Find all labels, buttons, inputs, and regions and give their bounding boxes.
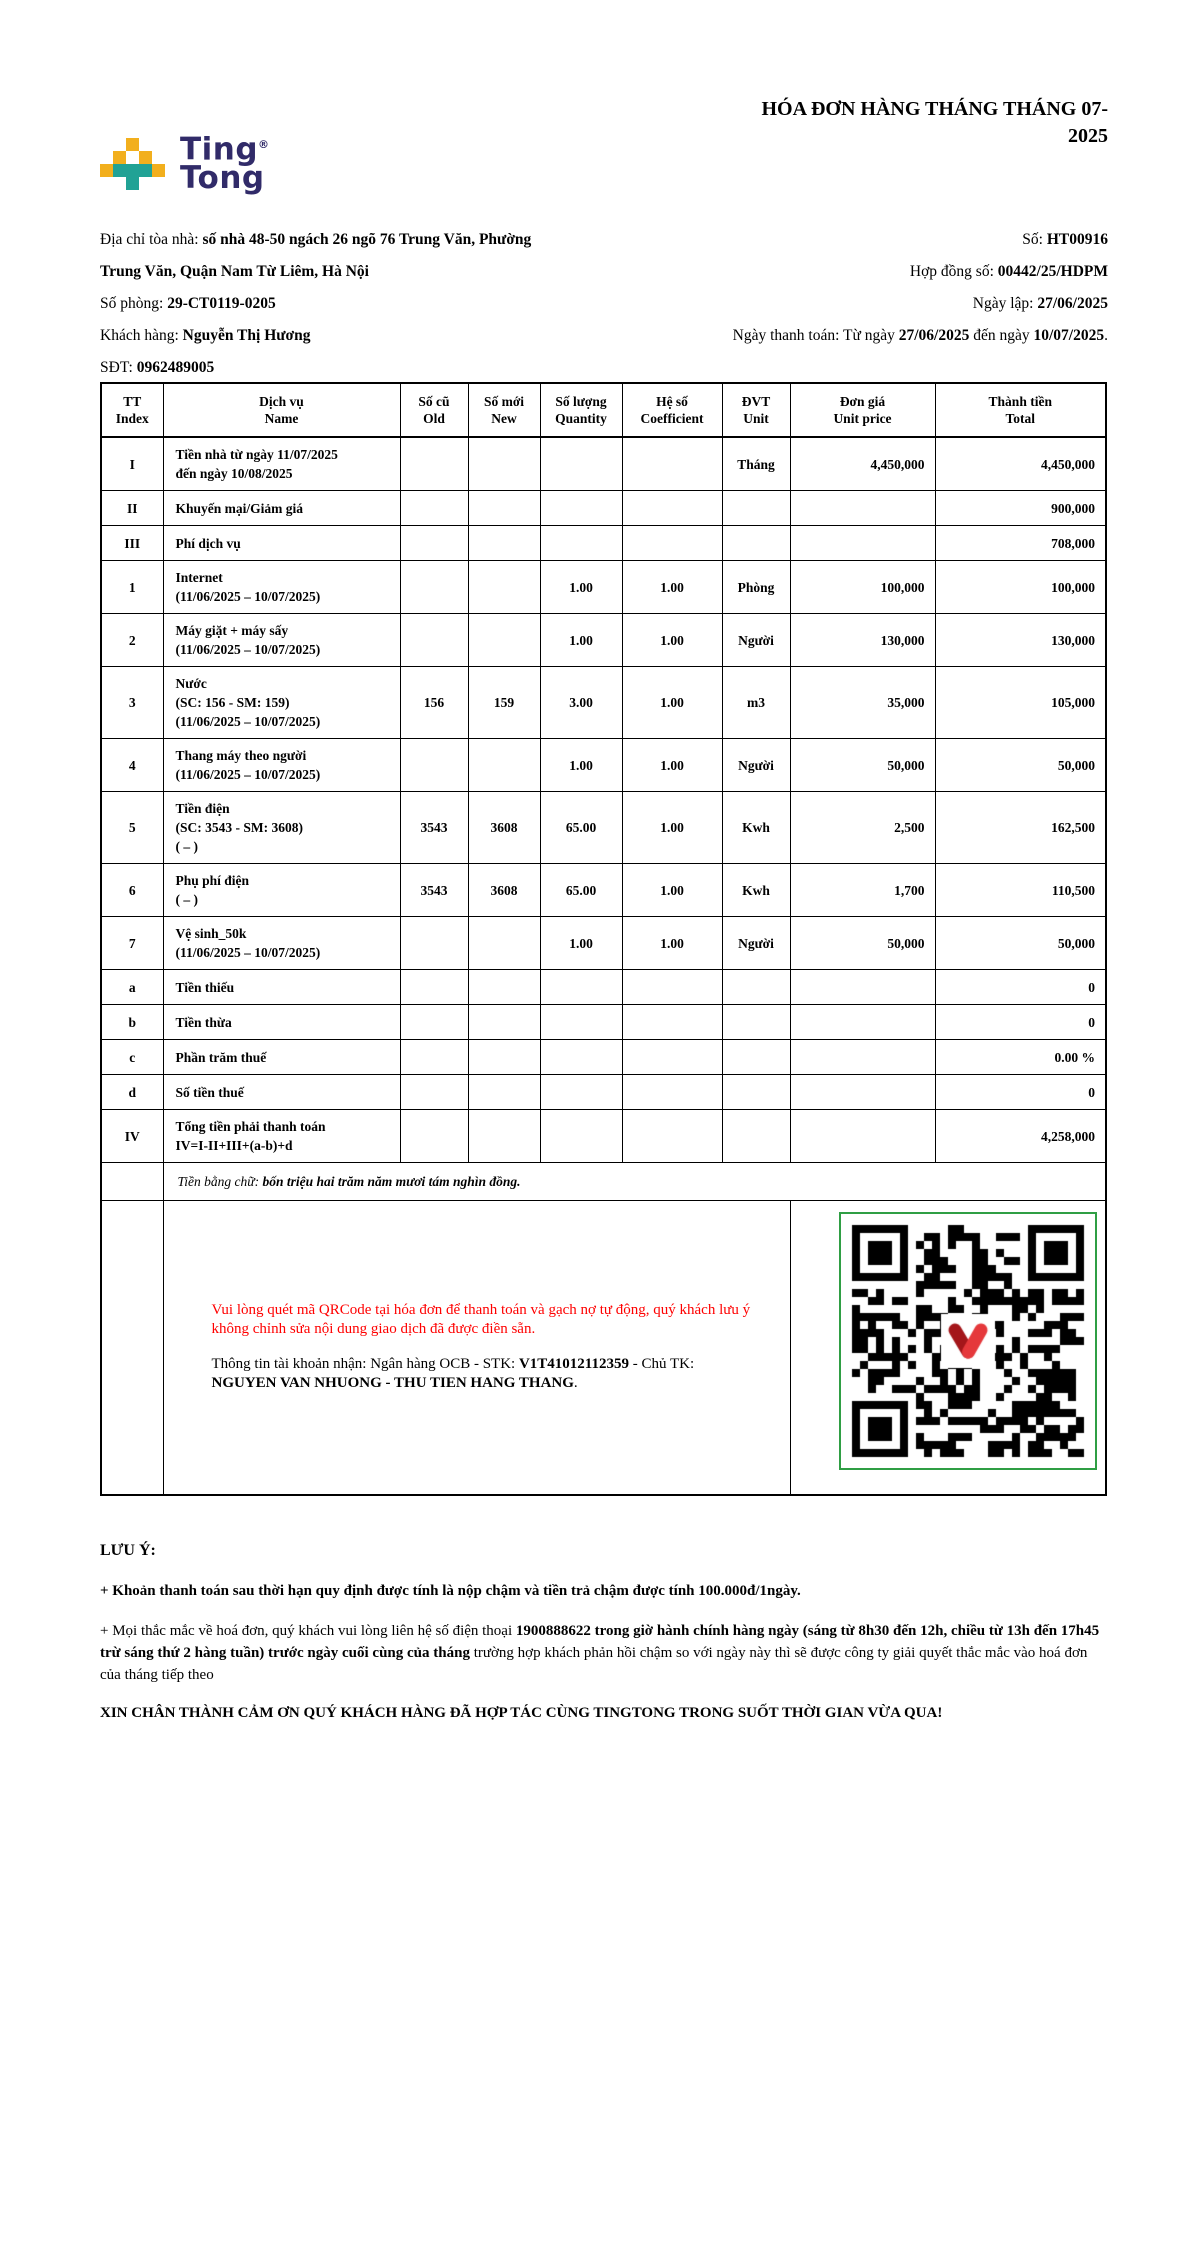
text-segment: đến ngày (969, 327, 1034, 344)
cell-service-name (163, 437, 400, 491)
meta-line (733, 288, 1108, 320)
cell-new-reading (468, 437, 540, 491)
service-name-line: ( – ) (175, 839, 198, 854)
column-header-line: Số lượng (555, 394, 607, 409)
text-segment: số nhà 48-50 ngách 26 ngõ 76 Trung Văn, Phường (202, 231, 532, 248)
payment-row (101, 1201, 1106, 1495)
cell-quantity: 1.00 (540, 614, 622, 667)
invoice-title (678, 96, 1108, 150)
column-header-line: Hệ số (656, 394, 688, 409)
column-header-line: Quantity (555, 411, 607, 426)
invoice-table-body (101, 437, 1106, 1163)
cell-total: 4,258,000 (935, 1110, 1106, 1163)
qr-code (850, 1223, 1086, 1459)
cell-new-reading (468, 491, 540, 526)
qr-cell (790, 1201, 1106, 1495)
amount-in-words-label: Tiền bằng chữ: (177, 1174, 263, 1189)
text-segment: SĐT: (100, 359, 137, 376)
cell-old-reading (400, 917, 468, 970)
cell-coefficient: 1.00 (622, 792, 722, 864)
column-header (790, 383, 935, 437)
cell-index: a (101, 970, 163, 1005)
cell-total: 4,450,000 (935, 437, 1106, 491)
service-name-line: Số tiền thuế (175, 1084, 244, 1100)
cell-quantity (540, 1075, 622, 1110)
cell-old-reading (400, 437, 468, 491)
qr-payment-note: Vui lòng quét mã QRCode tại hóa đơn để thanh toán và gạch nợ tự động, quý khách lưu ý không chỉnh sửa nội dung giao dịch đã được điền sẵn. (211, 1302, 751, 1338)
service-name-line: IV=I-II+III+(a-b)+d (175, 1138, 293, 1153)
notes-list (100, 1580, 1108, 1686)
text-segment: 00442/25/HDPM (997, 263, 1108, 280)
cell-index: d (101, 1075, 163, 1110)
logo-pixel (100, 164, 113, 177)
cell-quantity (540, 491, 622, 526)
cell-unit: Kwh (722, 864, 790, 917)
table-row (101, 1005, 1106, 1040)
table-row (101, 491, 1106, 526)
column-header-line: Unit (743, 411, 769, 426)
logo-pixel (100, 138, 113, 151)
meta-line (100, 288, 531, 320)
cell-quantity: 3.00 (540, 667, 622, 739)
cell-old-reading (400, 1040, 468, 1075)
meta-line (733, 256, 1108, 288)
service-name-line: Máy giặt + máy sấy (175, 623, 289, 638)
column-header-line: ĐVT (741, 394, 771, 409)
table-row (101, 1075, 1106, 1110)
cell-index: b (101, 1005, 163, 1040)
cell-coefficient (622, 437, 722, 491)
text-segment: Khách hàng: (100, 327, 183, 344)
column-header-line: Coefficient (640, 411, 704, 426)
tingtong-logo-text (180, 130, 270, 197)
cell-new-reading: 3608 (468, 792, 540, 864)
invoice-title-line2: 2025 (1068, 125, 1108, 147)
cell-index: 3 (101, 667, 163, 739)
table-row (101, 526, 1106, 561)
text-segment: 1900888622 trong giờ hành chính hàng ngày (sáng từ 8h30 đến 12h, chiều từ 13h đến 17h45 trừ sáng thứ 2 hàng tuần) (100, 1623, 1100, 1661)
cell-total: 708,000 (935, 526, 1106, 561)
cell-quantity: 1.00 (540, 917, 622, 970)
column-header-line: Name (264, 411, 299, 426)
logo-pixel (113, 151, 126, 164)
text-segment: + Mọi thắc mắc về hoá đơn, quý khách vui lòng liên hệ số điện thoại (100, 1623, 516, 1639)
cell-old-reading (400, 561, 468, 614)
cell-unit-price (790, 491, 935, 526)
column-header-line: Unit price (833, 411, 892, 426)
cell-coefficient: 1.00 (622, 614, 722, 667)
cell-total: 100,000 (935, 561, 1106, 614)
text-segment: Địa chỉ tòa nhà: (100, 231, 203, 248)
account-info (212, 1355, 762, 1393)
cell-old-reading (400, 491, 468, 526)
service-name-line: (11/06/2025 – 10/07/2025) (175, 642, 321, 657)
cell-quantity (540, 1005, 622, 1040)
closing-thanks: XIN CHÂN THÀNH CẢM ƠN QUÝ KHÁCH HÀNG ĐÃ HỢP TÁC CÙNG TINGTONG TRONG SUỐT THỜI GIAN VỪA QUA! (100, 1705, 943, 1721)
cell-new-reading (468, 1005, 540, 1040)
text-segment: NGUYEN VAN NHUONG - THU TIEN HANG THANG (211, 1375, 574, 1392)
cell-service-name (163, 1110, 400, 1163)
logo-pixel (139, 164, 152, 177)
cell-old-reading: 3543 (400, 792, 468, 864)
logo-pixel (113, 138, 126, 151)
amount-in-words-cell (163, 1163, 1106, 1201)
cell-total: 0 (935, 1075, 1106, 1110)
logo-pixel (126, 177, 139, 190)
logo-pixel (113, 177, 126, 190)
cell-unit: m3 (722, 667, 790, 739)
column-header-line: Index (115, 411, 149, 426)
service-name-line: Tiền nhà từ ngày 11/07/2025 (175, 447, 338, 462)
cell-unit-price (790, 970, 935, 1005)
cell-total: 50,000 (935, 739, 1106, 792)
cell-index: I (101, 437, 163, 491)
meta-left-column (100, 224, 531, 384)
cell-service-name (163, 491, 400, 526)
cell-index: 4 (101, 739, 163, 792)
cell-quantity (540, 1040, 622, 1075)
cell-coefficient (622, 1005, 722, 1040)
logo-pixel (100, 177, 113, 190)
meta-right-column (733, 224, 1108, 384)
column-header-line: Số cũ (418, 394, 450, 409)
invoice-meta (100, 224, 1108, 384)
invoice-table (100, 382, 1107, 1496)
cell-unit-price: 50,000 (790, 917, 935, 970)
cell-index: 6 (101, 864, 163, 917)
column-header-line: TT (123, 394, 142, 409)
amount-in-words-value: bốn triệu hai trăm năm mươi tám nghìn đồng. (262, 1174, 521, 1189)
service-name-line: Phụ phí điện (175, 873, 250, 888)
service-name-line: (11/06/2025 – 10/07/2025) (175, 714, 321, 729)
meta-line (100, 224, 531, 256)
cell-old-reading: 156 (400, 667, 468, 739)
service-name-line: (11/06/2025 – 10/07/2025) (175, 945, 321, 960)
cell-unit: Người (722, 917, 790, 970)
cell-quantity: 65.00 (540, 792, 622, 864)
logo-pixel (152, 177, 165, 190)
cell-unit-price (790, 526, 935, 561)
cell-total: 130,000 (935, 614, 1106, 667)
logo-pixel (126, 138, 139, 151)
cell-coefficient: 1.00 (622, 561, 722, 614)
cell-unit: Kwh (722, 792, 790, 864)
cell-new-reading: 3608 (468, 864, 540, 917)
service-name-line: Tổng tiền phải thanh toán (175, 1119, 326, 1134)
cell-unit (722, 491, 790, 526)
cell-index: IV (101, 1110, 163, 1163)
cell-quantity (540, 526, 622, 561)
cell-coefficient (622, 491, 722, 526)
cell-unit (722, 970, 790, 1005)
column-header (163, 383, 400, 437)
column-header-line: Total (1005, 411, 1035, 426)
cell-service-name (163, 739, 400, 792)
table-row (101, 561, 1106, 614)
tingtong-logo (100, 130, 270, 197)
cell-total: 110,500 (935, 864, 1106, 917)
cell-index: 7 (101, 917, 163, 970)
cell-unit-price: 1,700 (790, 864, 935, 917)
column-header (101, 383, 163, 437)
logo-pixel (100, 151, 113, 164)
cell-index: 2 (101, 614, 163, 667)
text-segment: HT00916 (1046, 231, 1108, 248)
cell-index: 5 (101, 792, 163, 864)
logo-pixel (152, 138, 165, 151)
cell-unit-price: 100,000 (790, 561, 935, 614)
meta-line (100, 256, 531, 288)
text-segment: Thông tin tài khoản nhận: Ngân hàng OCB - STK: (211, 1356, 519, 1373)
cell-service-name (163, 792, 400, 864)
cell-coefficient (622, 1110, 722, 1163)
cell-quantity (540, 1110, 622, 1163)
text-segment: . (573, 1375, 578, 1392)
cell-quantity (540, 970, 622, 1005)
service-name-line: Nước (175, 676, 207, 691)
registered-mark: ® (258, 138, 270, 151)
cell-quantity: 1.00 (540, 739, 622, 792)
text-segment: trường hợp khách phản hồi chậm so với ngày này thì sẽ được công ty giải quyết thắc mắc vào hoá đơn của tháng tiếp theo (100, 1645, 1088, 1683)
logo-pixel (126, 164, 139, 177)
service-name-line: Phần trăm thuế (175, 1049, 267, 1065)
text-segment: . (1104, 327, 1108, 344)
cell-old-reading (400, 739, 468, 792)
cell-service-name (163, 1040, 400, 1075)
cell-new-reading (468, 917, 540, 970)
text-segment: 10/07/2025 (1033, 327, 1105, 344)
cell-index: c (101, 1040, 163, 1075)
cell-old-reading (400, 1075, 468, 1110)
note-item (100, 1580, 1108, 1602)
cell-new-reading (468, 1075, 540, 1110)
invoice-title-line1: HÓA ĐƠN HÀNG THÁNG THÁNG 07- (761, 98, 1108, 120)
service-name-line: Tiền thiếu (175, 979, 235, 995)
cell-unit (722, 526, 790, 561)
logo-word-1: Ting (180, 131, 259, 168)
column-header (622, 383, 722, 437)
logo-word-2: Tong (180, 160, 265, 197)
text-segment: 27/06/2025 (898, 327, 970, 344)
column-header-line: New (491, 411, 517, 426)
column-header-line: Thành tiền (988, 394, 1052, 409)
cell-unit: Tháng (722, 437, 790, 491)
cell-service-name (163, 667, 400, 739)
text-segment: 0962489005 (136, 359, 215, 376)
text-segment: Trung Văn, Quận Nam Từ Liêm, Hà Nội (100, 263, 369, 280)
text-segment: Số phòng: (100, 295, 168, 312)
cell-coefficient (622, 1040, 722, 1075)
header-row (101, 383, 1106, 437)
cell-index: II (101, 491, 163, 526)
cell-quantity (540, 437, 622, 491)
column-header-line: Đơn giá (839, 394, 886, 409)
cell-unit (722, 1110, 790, 1163)
service-name-line: Khuyến mại/Giảm giá (175, 500, 304, 516)
column-header (468, 383, 540, 437)
table-row (101, 1110, 1106, 1163)
text-segment: - Chủ TK: (628, 1356, 695, 1373)
column-header (935, 383, 1106, 437)
cell-unit-price: 2,500 (790, 792, 935, 864)
text-segment: Ngày thanh toán: Từ ngày (732, 327, 899, 344)
logo-pixel (152, 151, 165, 164)
column-header-line: Old (423, 411, 445, 426)
cell-new-reading: 159 (468, 667, 540, 739)
service-name-line: (SC: 156 - SM: 159) (175, 695, 290, 710)
cell-service-name (163, 917, 400, 970)
cell-coefficient: 1.00 (622, 739, 722, 792)
service-name-line: Vệ sinh_50k (175, 926, 247, 941)
cell-total: 0.00 % (935, 1040, 1106, 1075)
cell-unit-price: 4,450,000 (790, 437, 935, 491)
cell-unit-price (790, 1075, 935, 1110)
cell-new-reading (468, 970, 540, 1005)
cell-index: III (101, 526, 163, 561)
text-segment: + Khoản thanh toán sau thời hạn quy định được tính là nộp chậm và tiền trả chậm được tính 100.000đ/1ngày. (100, 1583, 801, 1599)
cell-new-reading (468, 1110, 540, 1163)
qr-frame (839, 1212, 1097, 1470)
table-row (101, 970, 1106, 1005)
service-name-line: Tiền thừa (175, 1014, 232, 1030)
meta-line (100, 320, 531, 352)
cell-total: 50,000 (935, 917, 1106, 970)
table-row (101, 792, 1106, 864)
cell-unit-price (790, 1005, 935, 1040)
invoice-footer (100, 1540, 1108, 1724)
logo-pixel (139, 177, 152, 190)
service-name-line: Thang máy theo người (175, 748, 307, 763)
cell-service-name (163, 561, 400, 614)
text-segment: 27/06/2025 (1037, 295, 1108, 312)
text-segment: Ngày lập: (972, 295, 1038, 312)
service-name-line: Tiền điện (175, 801, 230, 816)
table-row (101, 1040, 1106, 1075)
amount-in-words-row (101, 1163, 1106, 1201)
service-name-line: Internet (175, 570, 223, 585)
logo-pixel (113, 164, 126, 177)
table-row (101, 437, 1106, 491)
cell-new-reading (468, 739, 540, 792)
table-row (101, 917, 1106, 970)
cell-unit-price: 50,000 (790, 739, 935, 792)
cell-coefficient (622, 526, 722, 561)
tingtong-logo-icon (100, 138, 165, 193)
meta-line (733, 224, 1108, 256)
text-segment: V1T41012112359 (518, 1356, 629, 1373)
cell-total: 162,500 (935, 792, 1106, 864)
logo-pixel (152, 164, 165, 177)
cell-total: 0 (935, 1005, 1106, 1040)
cell-unit-price: 130,000 (790, 614, 935, 667)
logo-pixel (126, 151, 139, 164)
cell-new-reading (468, 614, 540, 667)
table-row (101, 864, 1106, 917)
service-name-line: Phí dịch vụ (175, 535, 241, 551)
cell-total: 105,000 (935, 667, 1106, 739)
cell-service-name (163, 1075, 400, 1110)
cell-new-reading (468, 561, 540, 614)
cell-unit (722, 1075, 790, 1110)
cell-coefficient: 1.00 (622, 667, 722, 739)
text-segment: Số: (1022, 231, 1047, 248)
cell-quantity: 1.00 (540, 561, 622, 614)
cell-quantity: 65.00 (540, 864, 622, 917)
cell-coefficient (622, 970, 722, 1005)
cell-old-reading (400, 526, 468, 561)
cell-unit: Người (722, 614, 790, 667)
column-header-line: Dịch vụ (259, 394, 304, 409)
cell-unit-price (790, 1040, 935, 1075)
cell-index: 1 (101, 561, 163, 614)
cell-service-name (163, 614, 400, 667)
service-name-line: ( – ) (175, 892, 198, 907)
note-item (100, 1620, 1108, 1686)
notes-heading: LƯU Ý: (100, 1542, 156, 1559)
text-segment: Hợp đồng số: (909, 263, 998, 280)
table-row (101, 667, 1106, 739)
column-header (540, 383, 622, 437)
cell-old-reading (400, 1005, 468, 1040)
service-name-line: (11/06/2025 – 10/07/2025) (175, 767, 321, 782)
cell-total: 0 (935, 970, 1106, 1005)
meta-line (100, 352, 531, 384)
cell-old-reading: 3543 (400, 864, 468, 917)
service-name-line: (SC: 3543 - SM: 3608) (175, 820, 303, 835)
cell-service-name (163, 970, 400, 1005)
cell-unit-price (790, 1110, 935, 1163)
cell-coefficient (622, 1075, 722, 1110)
cell-unit: Người (722, 739, 790, 792)
cell-total: 900,000 (935, 491, 1106, 526)
meta-line (733, 320, 1108, 352)
cell-unit (722, 1040, 790, 1075)
cell-service-name (163, 1005, 400, 1040)
table-row (101, 739, 1106, 792)
cell-service-name (163, 864, 400, 917)
cell-unit (722, 1005, 790, 1040)
cell-unit-price: 35,000 (790, 667, 935, 739)
text-segment: 29-CT0119-0205 (167, 295, 276, 312)
text-segment: trước ngày cuối cùng của tháng (264, 1645, 470, 1661)
cell-old-reading (400, 614, 468, 667)
cell-old-reading (400, 970, 468, 1005)
cell-coefficient: 1.00 (622, 864, 722, 917)
cell-new-reading (468, 526, 540, 561)
logo-pixel (139, 151, 152, 164)
cell-new-reading (468, 1040, 540, 1075)
text-segment: Nguyễn Thị Hương (182, 327, 311, 344)
logo-pixel (139, 138, 152, 151)
cell-empty (101, 1201, 163, 1495)
cell-unit: Phòng (722, 561, 790, 614)
service-name-line: đến ngày 10/08/2025 (175, 466, 293, 481)
cell-coefficient: 1.00 (622, 917, 722, 970)
cell-service-name (163, 526, 400, 561)
table-row (101, 614, 1106, 667)
invoice-table-header (101, 383, 1106, 437)
cell-old-reading (400, 1110, 468, 1163)
column-header (400, 383, 468, 437)
invoice-table-summary (101, 1163, 1106, 1495)
service-name-line: (11/06/2025 – 10/07/2025) (175, 589, 321, 604)
column-header-line: Số mới (483, 394, 525, 409)
cell-empty (101, 1163, 163, 1201)
column-header (722, 383, 790, 437)
payment-instructions-cell (163, 1201, 790, 1495)
